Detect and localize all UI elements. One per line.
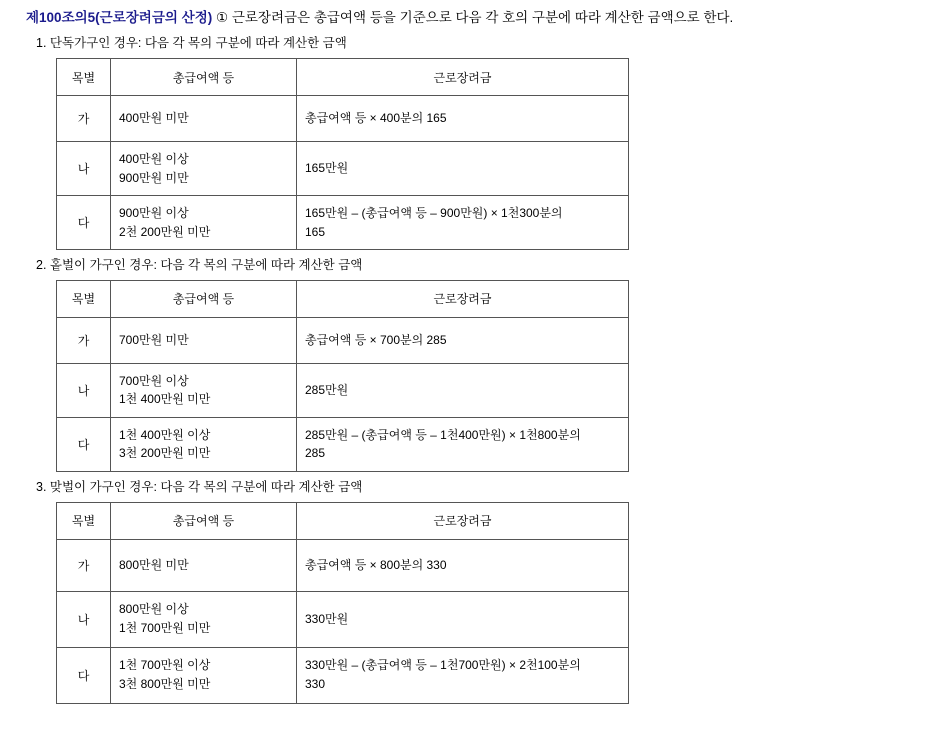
row-credit — [297, 196, 629, 250]
column-header-credit: 근로장려금 — [297, 502, 629, 539]
income-line: 3천 800만원 미만 — [119, 677, 211, 691]
credit-line: 165만원 – (총급여액 등 – 900만원) × 1천300분의 — [305, 205, 563, 220]
table-row — [57, 196, 629, 250]
section-heading-2: 2. 홑벌이 가구인 경우: 다음 각 목의 구분에 따라 계산한 금액 — [36, 258, 363, 272]
credit-line: 285만원 — [305, 382, 349, 397]
row-credit — [297, 539, 629, 591]
article-body: ① 근로장려금은 총급여액 등을 기준으로 다음 각 호의 구분에 따라 계산한 금액으로 한다. — [212, 10, 734, 25]
row-label: 나 — [57, 591, 111, 647]
column-header-label: 목별 — [57, 280, 111, 317]
income-line: 700만원 미만 — [119, 332, 189, 347]
income-line: 2천 200만원 미만 — [119, 224, 211, 239]
column-header-credit: 근로장려금 — [297, 59, 629, 96]
article-title: 제100조의5(근로장려금의 산정) — [26, 10, 213, 25]
income-line: 800만원 이상 — [119, 602, 189, 617]
row-credit — [297, 363, 629, 417]
income-line: 1천 400만원 이상 — [119, 427, 211, 442]
table-row — [57, 647, 629, 703]
row-label: 다 — [57, 196, 111, 250]
row-label: 가 — [57, 539, 111, 591]
income-line: 400만원 이상 — [119, 151, 189, 166]
row-income — [111, 96, 297, 142]
row-income — [111, 539, 297, 591]
row-credit — [297, 591, 629, 647]
section-heading-3: 3. 맞벌이 가구인 경우: 다음 각 목의 구분에 따라 계산한 금액 — [36, 479, 363, 494]
income-line: 400만원 미만 — [119, 111, 189, 126]
row-label: 다 — [57, 417, 111, 471]
credit-line: 330만원 – (총급여액 등 – 1천700만원) × 2천100분의 — [305, 658, 581, 673]
column-header-credit: 근로장려금 — [297, 280, 629, 317]
row-label: 가 — [57, 317, 111, 363]
column-header-income: 총급여액 등 — [111, 59, 297, 96]
credit-line: 285만원 – (총급여액 등 – 1천400만원) × 1천800분의 — [305, 427, 581, 442]
column-header-income: 총급여액 등 — [111, 280, 297, 317]
table-header-row — [57, 59, 629, 96]
row-income — [111, 417, 297, 471]
income-line: 700만원 이상 — [119, 373, 189, 388]
calc-table-dual-earner-household — [56, 502, 629, 704]
article-heading — [0, 8, 931, 28]
column-header-label: 목별 — [57, 502, 111, 539]
table-row — [57, 96, 629, 142]
credit-line: 330 — [305, 677, 326, 691]
income-line: 900만원 이상 — [119, 205, 189, 220]
income-line: 900만원 미만 — [119, 170, 189, 185]
row-credit — [297, 417, 629, 471]
table-row — [57, 539, 629, 591]
income-line: 1천 700만원 이상 — [119, 658, 211, 673]
row-credit — [297, 317, 629, 363]
credit-line: 총급여액 등 × 700분의 285 — [305, 332, 447, 347]
row-income — [111, 317, 297, 363]
row-income — [111, 591, 297, 647]
credit-line: 285 — [305, 446, 326, 461]
row-label: 가 — [57, 96, 111, 142]
table-header-row — [57, 502, 629, 539]
row-income — [111, 647, 297, 703]
income-line: 1천 400만원 미만 — [119, 392, 211, 407]
calc-table-single-household — [56, 58, 629, 250]
row-credit — [297, 142, 629, 196]
income-line: 800만원 미만 — [119, 557, 189, 572]
calc-table-single-earner-household — [56, 280, 629, 472]
row-income — [111, 196, 297, 250]
income-line: 1천 700만원 미만 — [119, 621, 211, 635]
row-label: 다 — [57, 647, 111, 703]
row-income — [111, 142, 297, 196]
table-row — [57, 142, 629, 196]
credit-line: 총급여액 등 × 800분의 330 — [305, 557, 447, 572]
row-income — [111, 363, 297, 417]
table-row — [57, 417, 629, 471]
table-row — [57, 591, 629, 647]
row-credit — [297, 647, 629, 703]
credit-line: 총급여액 등 × 400분의 165 — [305, 111, 447, 126]
row-credit — [297, 96, 629, 142]
table-row — [57, 363, 629, 417]
column-header-label: 목별 — [57, 59, 111, 96]
income-line: 3천 200만원 미만 — [119, 446, 211, 461]
table-header-row — [57, 280, 629, 317]
credit-line: 165만원 — [305, 161, 349, 176]
section-heading-1: 1. 단독가구인 경우: 다음 각 목의 구분에 따라 계산한 금액 — [36, 36, 347, 51]
row-label: 나 — [57, 363, 111, 417]
credit-line: 165 — [305, 224, 326, 239]
table-row — [57, 317, 629, 363]
row-label: 나 — [57, 142, 111, 196]
credit-line: 330만원 — [305, 611, 349, 626]
column-header-income: 총급여액 등 — [111, 502, 297, 539]
